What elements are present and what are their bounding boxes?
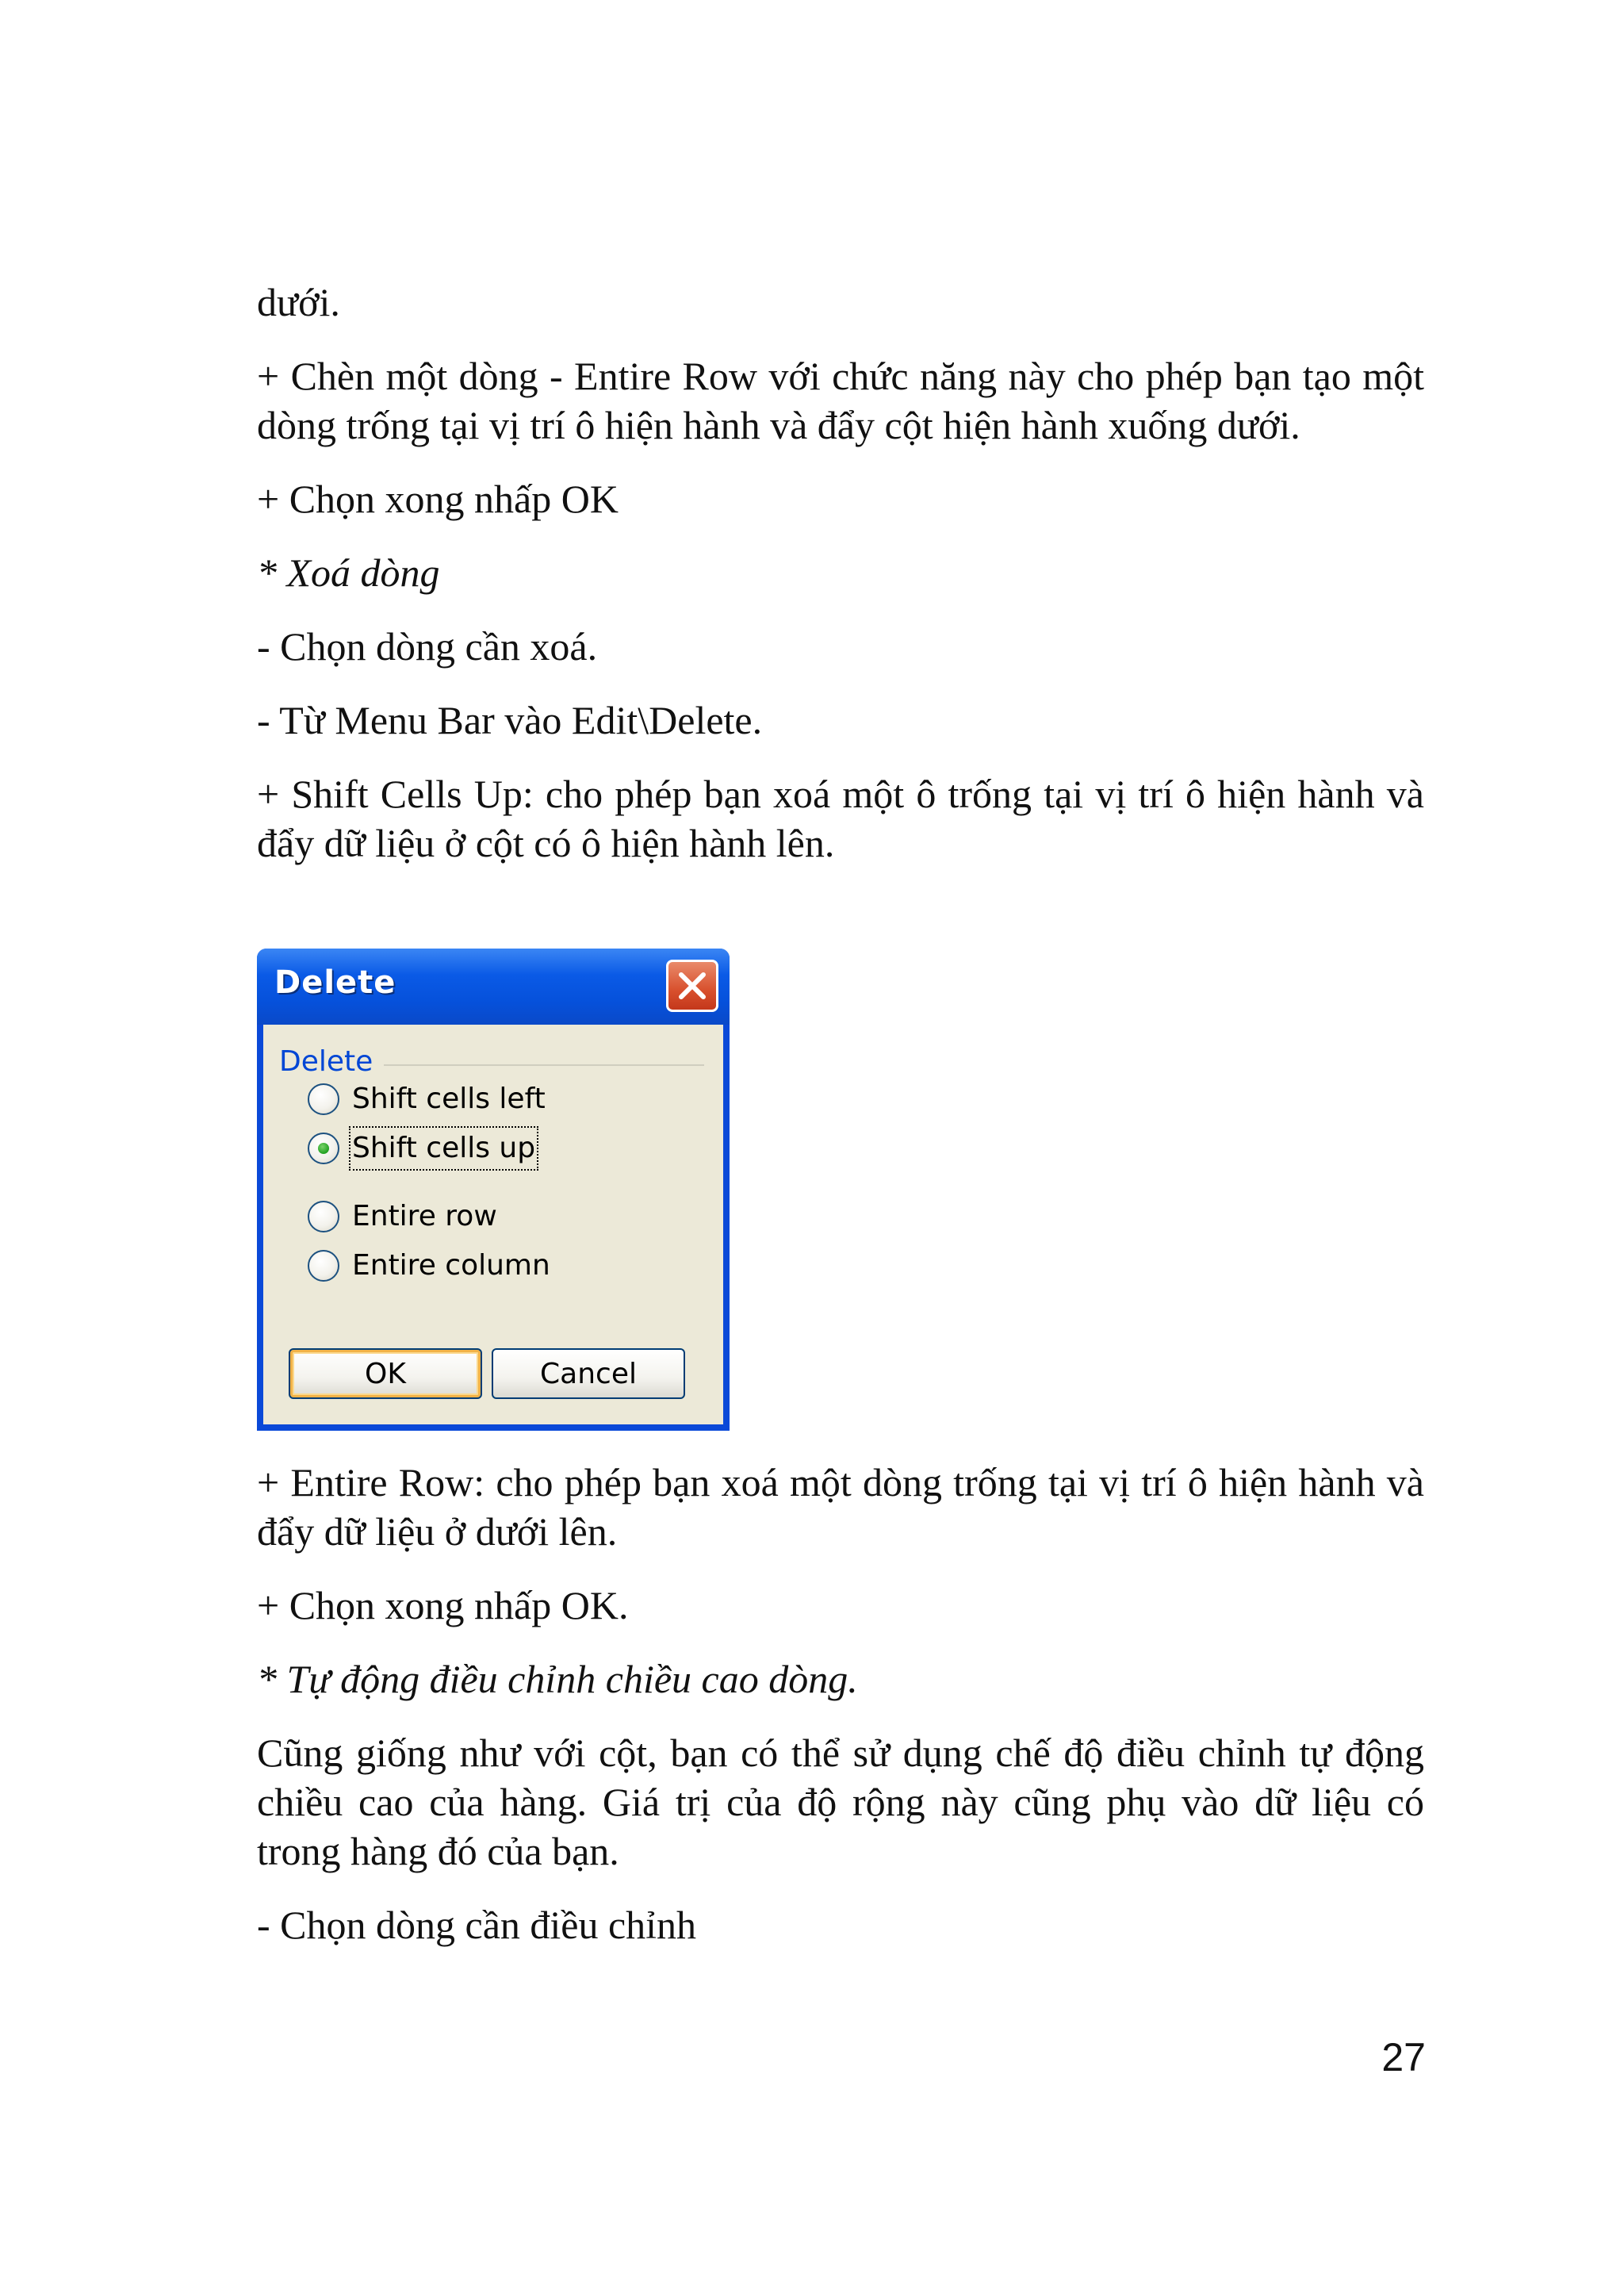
dialog-body	[263, 1025, 723, 1424]
radio-selected-dot	[318, 1143, 329, 1154]
paragraph: - Chọn dòng cần điều chỉnh	[257, 1903, 697, 1947]
paragraph: Cũng giống như với cột, bạn có thể sử dụng chế độ điều chỉnh tự động chiều cao của hàng. Giá trị của độ rộng này cũng phụ vào dữ liệu có trong hàng đó của bạn.	[257, 1731, 1424, 1873]
section-heading: * Xoá dòng	[257, 550, 440, 595]
radio-button[interactable]	[308, 1201, 339, 1232]
cancel-button[interactable]: Cancel	[492, 1348, 685, 1399]
page-text-bottom	[257, 1458, 1424, 1949]
paragraph: + Chọn xong nhấp OK.	[257, 1583, 629, 1627]
radio-button[interactable]	[308, 1083, 339, 1115]
page-text-top	[257, 278, 1424, 868]
radio-button[interactable]	[308, 1133, 339, 1164]
paragraph: + Chèn một dòng - Entire Row với chức năng này cho phép bạn tạo một dòng trống tại vị trí ô hiện hành và đẩy cột hiện hành xuống dưới.	[257, 354, 1424, 447]
close-button[interactable]	[666, 960, 718, 1012]
paragraph: - Từ Menu Bar vào Edit\Delete.	[257, 698, 763, 742]
option-label: Entire column	[352, 1249, 550, 1282]
radio-button[interactable]	[308, 1250, 339, 1282]
option-label: Entire row	[352, 1200, 497, 1232]
paragraph: + Chọn xong nhấp OK	[257, 477, 619, 521]
section-heading: * Tự động điều chỉnh chiều cao dòng.	[257, 1657, 858, 1701]
ok-button[interactable]: OK	[289, 1348, 482, 1399]
dialog-title: Delete	[274, 964, 396, 1001]
option-label: Shift cells left	[352, 1083, 546, 1115]
group-divider	[384, 1064, 704, 1066]
delete-dialog	[257, 949, 730, 1431]
paragraph: + Shift Cells Up: cho phép bạn xoá một ô trống tại vị trí ô hiện hành và đẩy dữ liệu ở cột có ô hiện hành lên.	[257, 772, 1424, 865]
close-icon	[676, 970, 708, 1002]
group-label: Delete	[279, 1045, 373, 1078]
paragraph: - Chọn dòng cần xoá.	[257, 624, 598, 669]
page-number: 27	[1381, 2035, 1426, 2079]
paragraph: dưới.	[257, 280, 340, 324]
option-label: Shift cells up	[352, 1129, 535, 1167]
paragraph: + Entire Row: cho phép bạn xoá một dòng trống tại vị trí ô hiện hành và đẩy dữ liệu ở dưới lên.	[257, 1460, 1424, 1554]
dialog-titlebar[interactable]	[257, 949, 730, 1025]
